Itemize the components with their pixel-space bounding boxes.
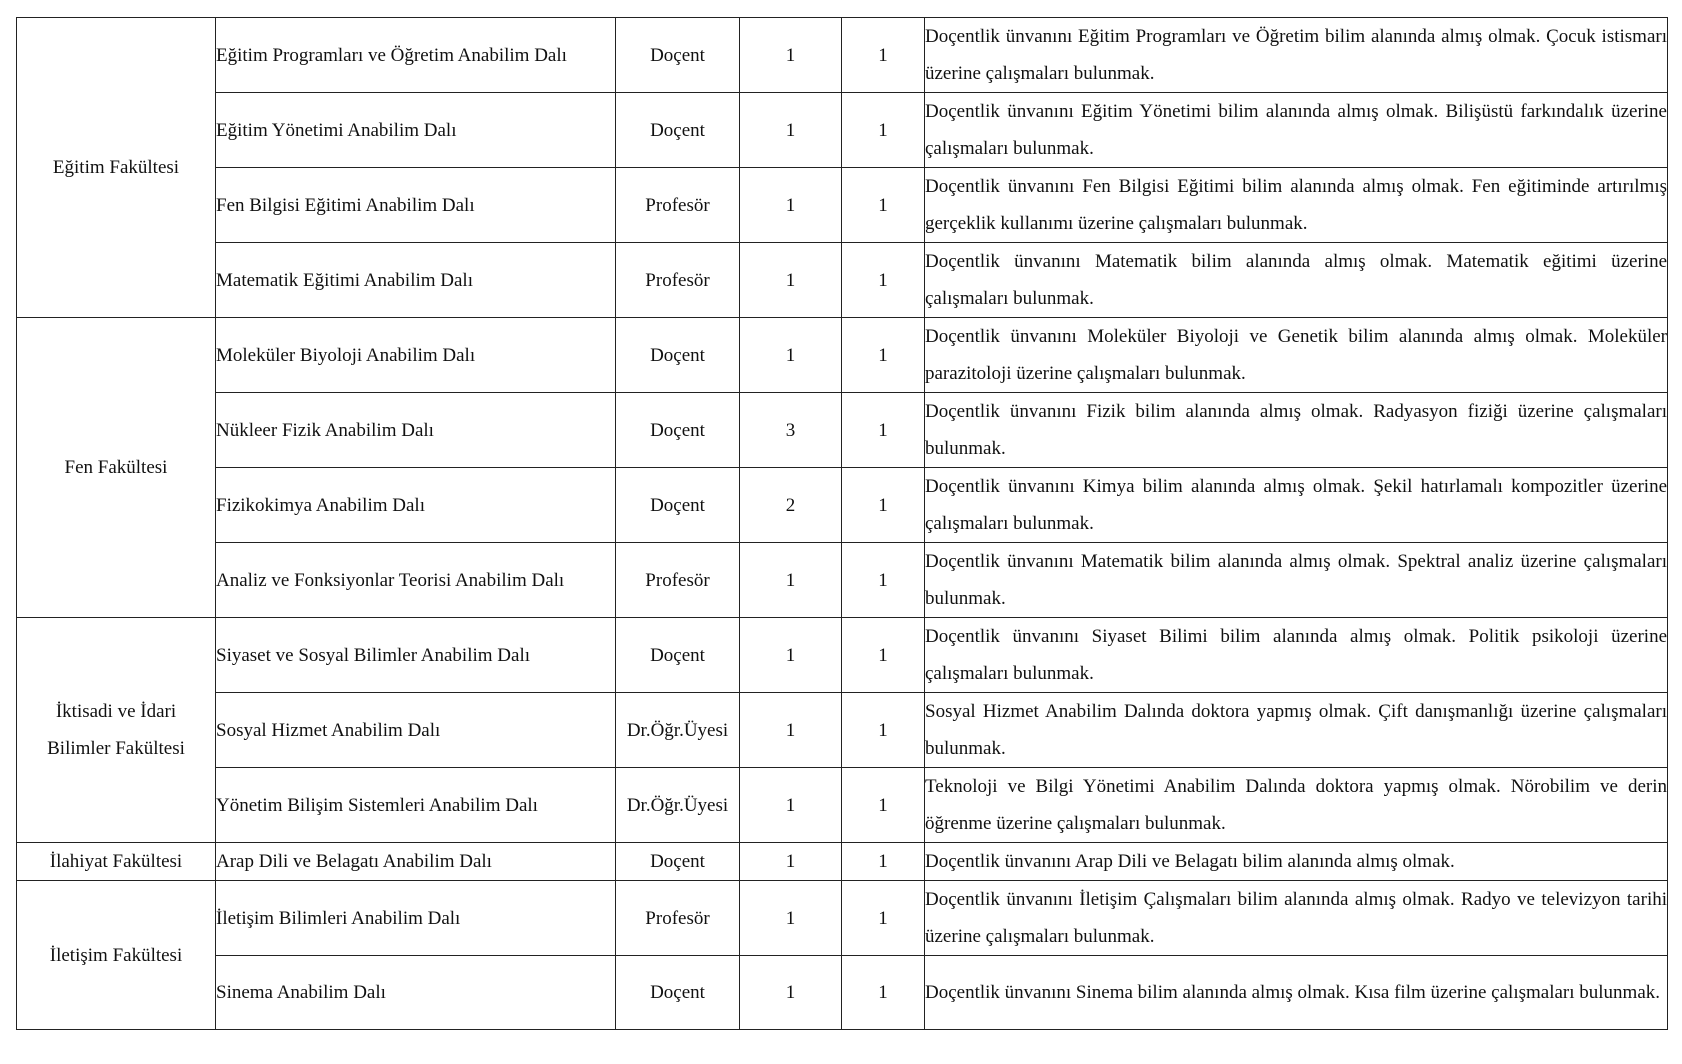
count-cell: 1	[740, 93, 842, 168]
count-cell: 1	[740, 318, 842, 393]
condition-cell: Doçentlik ünvanını Eğitim Programları ve Öğretim bilim alanında almış olmak. Çocuk istismarı üzerine çalışmaları bulunmak.	[925, 18, 1668, 93]
condition-cell: Doçentlik ünvanını İletişim Çalışmaları bilim alanında almış olmak. Radyo ve televizyon tarihi üzerine çalışmaları bulunmak.	[925, 881, 1668, 956]
title-cell: Profesör	[616, 543, 740, 618]
table-row	[17, 881, 1668, 956]
faculty-name: Fen Fakültesi	[64, 457, 168, 478]
table-row	[17, 393, 1668, 468]
department-cell: Eğitim Programları ve Öğretim Anabilim Dalı	[216, 18, 616, 93]
condition-cell: Doçentlik ünvanını Sinema bilim alanında almış olmak. Kısa film üzerine çalışmaları bulunmak.	[925, 956, 1668, 1030]
count-cell: 1	[740, 881, 842, 956]
table-row	[17, 168, 1668, 243]
count-cell: 1	[740, 618, 842, 693]
count-cell: 1	[740, 843, 842, 881]
condition-cell: Doçentlik ünvanını Eğitim Yönetimi bilim alanında almış olmak. Bilişüstü farkındalık üzerine çalışmaları bulunmak.	[925, 93, 1668, 168]
title-cell: Doçent	[616, 18, 740, 93]
title-cell: Doçent	[616, 393, 740, 468]
positions-table	[16, 17, 1668, 1030]
department-cell: Nükleer Fizik Anabilim Dalı	[216, 393, 616, 468]
department-cell: Siyaset ve Sosyal Bilimler Anabilim Dalı	[216, 618, 616, 693]
table-row	[17, 243, 1668, 318]
title-cell: Profesör	[616, 168, 740, 243]
faculty-name: İlahiyat Fakültesi	[49, 851, 183, 872]
faculty-name: Eğitim Fakültesi	[52, 157, 180, 178]
faculty-name-line-1: İktisadi ve İdari	[55, 701, 177, 722]
table-row	[17, 93, 1668, 168]
table-row	[17, 18, 1668, 93]
department-cell: Sosyal Hizmet Anabilim Dalı	[216, 693, 616, 768]
quota-cell: 1	[842, 768, 925, 843]
table-row	[17, 318, 1668, 393]
department-cell: Fizikokimya Anabilim Dalı	[216, 468, 616, 543]
title-cell: Doçent	[616, 468, 740, 543]
condition-cell: Doçentlik ünvanını Fen Bilgisi Eğitimi bilim alanında almış olmak. Fen eğitiminde artırılmış gerçeklik kullanımı üzerine çalışmaları bulunmak.	[925, 168, 1668, 243]
quota-cell: 1	[842, 468, 925, 543]
faculty-name: İletişim Fakültesi	[49, 944, 183, 966]
quota-cell: 1	[842, 543, 925, 618]
condition-cell: Doçentlik ünvanını Fizik bilim alanında almış olmak. Radyasyon fiziği üzerine çalışmaları bulunmak.	[925, 393, 1668, 468]
count-cell: 1	[740, 956, 842, 1030]
condition-cell: Doçentlik ünvanını Matematik bilim alanında almış olmak. Matematik eğitimi üzerine çalışmaları bulunmak.	[925, 243, 1668, 318]
faculty-cell	[17, 318, 216, 618]
quota-cell: 1	[842, 243, 925, 318]
quota-cell: 1	[842, 318, 925, 393]
condition-cell: Doçentlik ünvanını Arap Dili ve Belagatı bilim alanında almış olmak.	[925, 843, 1668, 881]
department-cell: Analiz ve Fonksiyonlar Teorisi Anabilim Dalı	[216, 543, 616, 618]
department-cell: Fen Bilgisi Eğitimi Anabilim Dalı	[216, 168, 616, 243]
title-cell: Doçent	[616, 93, 740, 168]
table-row	[17, 843, 1668, 881]
department-cell: Yönetim Bilişim Sistemleri Anabilim Dalı	[216, 768, 616, 843]
quota-cell: 1	[842, 693, 925, 768]
table-row	[17, 468, 1668, 543]
department-cell: Matematik Eğitimi Anabilim Dalı	[216, 243, 616, 318]
table-row	[17, 693, 1668, 768]
count-cell: 1	[740, 168, 842, 243]
count-cell: 1	[740, 693, 842, 768]
condition-cell: Doçentlik ünvanını Siyaset Bilimi bilim alanında almış olmak. Politik psikoloji üzerine çalışmaları bulunmak.	[925, 618, 1668, 693]
title-cell: Doçent	[616, 318, 740, 393]
table-row	[17, 543, 1668, 618]
quota-cell: 1	[842, 843, 925, 881]
faculty-name-line-2: Bilimler Fakültesi	[47, 738, 185, 759]
count-cell: 1	[740, 768, 842, 843]
department-cell: Sinema Anabilim Dalı	[216, 956, 616, 1030]
quota-cell: 1	[842, 168, 925, 243]
table-row	[17, 956, 1668, 1030]
quota-cell: 1	[842, 881, 925, 956]
condition-cell: Sosyal Hizmet Anabilim Dalında doktora yapmış olmak. Çift danışmanlığı üzerine çalışmaları bulunmak.	[925, 693, 1668, 768]
quota-cell: 1	[842, 93, 925, 168]
title-cell: Dr.Öğr.Üyesi	[616, 768, 740, 843]
table-row	[17, 618, 1668, 693]
faculty-cell	[17, 881, 216, 1030]
title-cell: Doçent	[616, 956, 740, 1030]
quota-cell: 1	[842, 18, 925, 93]
condition-cell: Doçentlik ünvanını Kimya bilim alanında almış olmak. Şekil hatırlamalı kompozitler üzerine çalışmaları bulunmak.	[925, 468, 1668, 543]
department-cell: Eğitim Yönetimi Anabilim Dalı	[216, 93, 616, 168]
condition-cell: Doçentlik ünvanını Matematik bilim alanında almış olmak. Spektral analiz üzerine çalışmaları bulunmak.	[925, 543, 1668, 618]
title-cell: Profesör	[616, 881, 740, 956]
quota-cell: 1	[842, 956, 925, 1030]
faculty-cell	[17, 618, 216, 843]
table-row	[17, 768, 1668, 843]
condition-cell: Teknoloji ve Bilgi Yönetimi Anabilim Dalında doktora yapmış olmak. Nörobilim ve derin öğrenme üzerine çalışmaları bulunmak.	[925, 768, 1668, 843]
count-cell: 1	[740, 18, 842, 93]
count-cell: 1	[740, 243, 842, 318]
title-cell: Doçent	[616, 618, 740, 693]
quota-cell: 1	[842, 393, 925, 468]
department-cell: Moleküler Biyoloji Anabilim Dalı	[216, 318, 616, 393]
faculty-cell	[17, 843, 216, 881]
position-announcement-table	[16, 17, 1667, 1030]
department-cell: İletişim Bilimleri Anabilim Dalı	[216, 881, 616, 956]
count-cell: 2	[740, 468, 842, 543]
count-cell: 3	[740, 393, 842, 468]
quota-cell: 1	[842, 618, 925, 693]
title-cell: Dr.Öğr.Üyesi	[616, 693, 740, 768]
title-cell: Doçent	[616, 843, 740, 881]
department-cell: Arap Dili ve Belagatı Anabilim Dalı	[216, 843, 616, 881]
condition-cell: Doçentlik ünvanını Moleküler Biyoloji ve Genetik bilim alanında almış olmak. Moleküler parazitoloji üzerine çalışmaları bulunmak.	[925, 318, 1668, 393]
title-cell: Profesör	[616, 243, 740, 318]
faculty-cell	[17, 18, 216, 318]
count-cell: 1	[740, 543, 842, 618]
